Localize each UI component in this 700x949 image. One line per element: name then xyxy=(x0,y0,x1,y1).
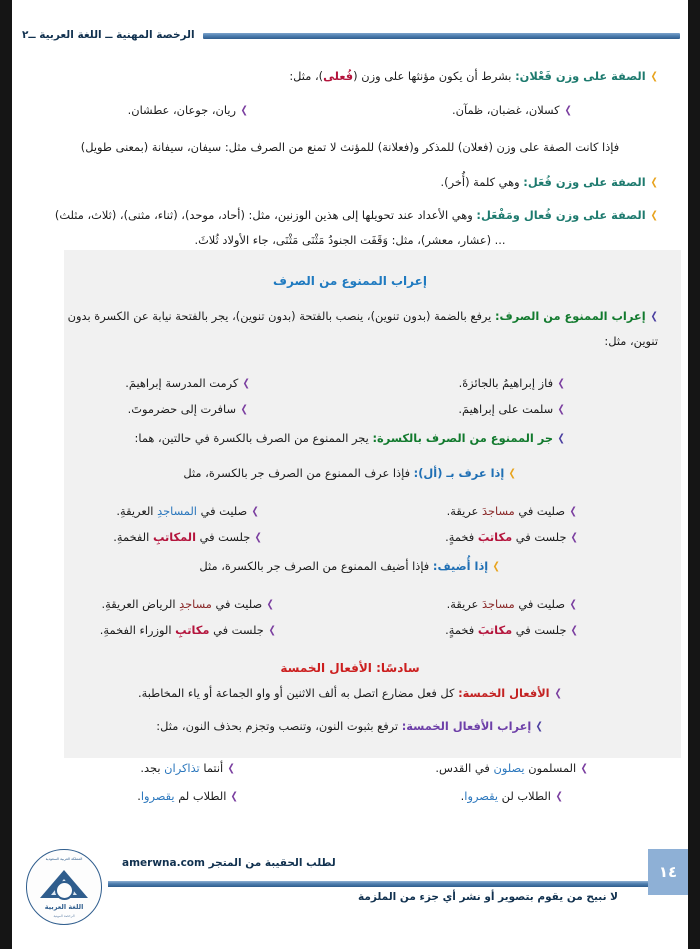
section-jar-bilkasra xyxy=(26,430,674,447)
example-text: بجد. xyxy=(140,761,165,776)
chevron-bullet-icon: ❯ xyxy=(231,791,239,803)
example-text: المسلمون xyxy=(524,761,577,776)
section-iraab-af3al-khamsa xyxy=(26,718,674,735)
chevron-bullet-icon: ❯ xyxy=(569,505,577,517)
example-cell xyxy=(350,376,674,390)
example-text: عريقة. xyxy=(446,597,482,612)
example-cell xyxy=(26,530,350,544)
example-row xyxy=(26,103,674,117)
publisher-logo xyxy=(26,849,102,925)
section-iraab xyxy=(12,308,674,325)
example-text: الوزراء الفخمةِ. xyxy=(99,623,176,638)
section-fu3aal-body: وهي الأعداد عند تحويلها إلى هذين الوزنين، مثل: (أحاد، موحد)، (ثناء، مثنى)، (ثلاث، مثلث) xyxy=(54,208,477,223)
chevron-bullet-icon: ❯ xyxy=(555,791,563,803)
example-row xyxy=(26,789,674,803)
chevron-bullet-icon: ❯ xyxy=(557,403,565,415)
example-text: العريقةِ. xyxy=(116,503,158,518)
example-row xyxy=(26,504,674,518)
rule-paragraph-fa3laan: فإذا كانت الصفة على وزن (فعلان) للمذكر و(فعلانة) للمؤنث لا تمنع من الصرف مثل: سيفان، سيفانة (بمعنى طويل) xyxy=(80,140,620,155)
logo-ring xyxy=(55,881,74,900)
example-cell xyxy=(350,623,674,637)
chevron-bullet-icon: ❯ xyxy=(242,377,251,389)
example-text: الفخمةِ. xyxy=(113,529,153,544)
document-content xyxy=(26,68,674,829)
example-highlight: مكاتبَ xyxy=(477,623,513,638)
example-text: صليت في xyxy=(514,503,565,518)
example-row xyxy=(26,530,674,544)
footer-copyright-notice: لا نبيح من يقوم بتصوير أو نشر أي جزء من الملزمة xyxy=(357,891,618,903)
section-itha-udeefa-label: إذا أُضيف: xyxy=(432,558,489,573)
example-highlight: المساجدِ xyxy=(157,503,197,518)
page-right-margin xyxy=(688,0,700,949)
section-fu3aal-label: الصفة على وزن فُعال ومَفْعَل: xyxy=(476,208,646,223)
footer-store-text: لطلب الحقيبة من المتجر xyxy=(208,857,336,869)
section-itha-3urrifa xyxy=(26,465,674,482)
example-text: . xyxy=(460,789,465,804)
example-text: . xyxy=(137,789,141,804)
chevron-bullet-icon: ❯ xyxy=(571,625,579,637)
example-cell xyxy=(350,597,674,611)
example-text: صليت في xyxy=(211,597,263,612)
example-text: ريان، جوعان، عطشان. xyxy=(127,103,237,118)
example-cell xyxy=(350,789,674,803)
section-fu3al xyxy=(12,174,674,191)
example-cell xyxy=(26,789,350,803)
chevron-bullet-icon: ❯ xyxy=(650,177,658,189)
example-text: فخمةٍ. xyxy=(445,623,478,638)
example-cell xyxy=(350,761,674,775)
header-title: الرخصة المهنية ــ اللغة العربية ــ٢ xyxy=(22,29,195,41)
example-row xyxy=(26,402,674,416)
example-text: جلست في xyxy=(209,623,264,638)
example-text: صليت في xyxy=(196,503,248,518)
example-text: الطلاب لن xyxy=(498,789,551,804)
chevron-bullet-icon: ❯ xyxy=(554,688,562,700)
chevron-bullet-icon: ❯ xyxy=(650,71,658,82)
example-highlight: يقصروا xyxy=(140,789,175,804)
example-text: الرياض العريقةِ. xyxy=(101,597,180,612)
example-cell xyxy=(350,103,674,117)
example-text: كرمت المدرسة إبراهيمَ. xyxy=(125,375,239,390)
example-text: سافرت إلى حضرموتَ. xyxy=(127,401,236,416)
example-text: جلست في xyxy=(196,529,251,544)
example-highlight: مكاتبِ xyxy=(175,623,210,638)
logo-name-text: اللغة العربية xyxy=(44,902,84,911)
logo-bottom-text: الرخصة المهنية xyxy=(53,914,75,918)
example-highlight: مساجدِ xyxy=(179,597,212,612)
example-cell xyxy=(26,761,350,775)
chevron-bullet-icon: ❯ xyxy=(580,763,588,775)
example-cell xyxy=(26,103,350,117)
section-iraab-body: يرفع بالضمة (بدون تنوين)، ينصب بالفتحة (بدون تنوين)، يجر بالفتحة نيابة عن الكسرة بدون xyxy=(67,308,495,323)
header-rule-bar xyxy=(203,33,680,39)
chevron-bullet-icon: ❯ xyxy=(650,210,658,222)
example-text: أنتما xyxy=(199,761,224,776)
example-cell xyxy=(26,504,350,518)
chevron-bullet-icon: ❯ xyxy=(251,505,259,517)
example-cell xyxy=(350,504,674,518)
logo-mark-icon xyxy=(38,868,90,902)
footer-store-url[interactable]: amerwna.com xyxy=(122,857,205,869)
example-row xyxy=(26,623,674,637)
section-fu3aal-line2: ... (عشار، معشر)، مثل: وَقَفَت الجنودُ مَثْنَى مَثْنَى، جاء الأولاد ثُلاثَ. xyxy=(194,233,506,248)
example-text: فاز إبراهيمُ بالجائزةَ. xyxy=(458,375,554,390)
section-fa3laan-body: بشرط أن يكون مؤنثها على وزن ( xyxy=(353,69,516,83)
section-af3al-khamsa xyxy=(26,685,674,702)
chevron-bullet-icon: ❯ xyxy=(254,531,263,543)
example-highlight: مساجدَ xyxy=(481,503,515,518)
page-left-margin xyxy=(0,0,12,949)
page-number-badge: ١٤ xyxy=(648,849,688,895)
section-fa3laan-label: الصفة على وزن فَعْلان: xyxy=(515,69,646,83)
section-jar-label: جر الممنوع من الصرف بالكسرة: xyxy=(372,430,554,445)
document-page xyxy=(12,0,688,949)
example-cell xyxy=(26,402,350,416)
section-af3al-khamsa-body: كل فعل مضارع اتصل به ألف الاثنين أو واو الجماعة أو ياء المخاطبة. xyxy=(138,686,459,701)
example-highlight: يقصروا xyxy=(464,789,499,804)
example-cell xyxy=(26,597,350,611)
section-iraab-line2: تنوين، مثل: xyxy=(604,333,658,348)
section-itha-udeefa xyxy=(26,558,674,575)
footer-store-line xyxy=(122,857,336,869)
section-itha-3urrifa-label: إذا عرف بـ (أل): xyxy=(413,465,505,480)
section-fu3al-label: الصفة على وزن فُعَل: xyxy=(523,175,646,190)
chevron-bullet-icon: ❯ xyxy=(240,403,248,415)
example-text: فخمةٍ. xyxy=(445,529,478,544)
example-row xyxy=(26,597,674,611)
chevron-bullet-icon: ❯ xyxy=(227,763,235,775)
section-itha-udeefa-body: فإذا أضيف الممنوع من الصرف جر بالكسرة، مثل xyxy=(199,558,433,573)
example-text: جلست في xyxy=(512,529,567,544)
chevron-bullet-icon: ❯ xyxy=(535,721,544,733)
chevron-bullet-icon: ❯ xyxy=(571,531,579,543)
chevron-bullet-icon: ❯ xyxy=(508,467,516,479)
chevron-bullet-icon: ❯ xyxy=(492,560,500,572)
chevron-bullet-icon: ❯ xyxy=(557,432,565,444)
chevron-bullet-icon: ❯ xyxy=(650,310,658,322)
chevron-bullet-icon: ❯ xyxy=(268,625,276,637)
example-text: الطلاب لم xyxy=(174,789,227,804)
chevron-bullet-icon: ❯ xyxy=(564,105,572,117)
section-fa3laan-body2: )، مثل: xyxy=(289,69,324,83)
heading-iraab-mamnoo3: إعراب الممنوع من الصرف xyxy=(273,273,427,288)
example-cell xyxy=(350,402,674,416)
section-iraab-af3al-body: ترفع بثبوت النون، وتنصب وتجزم بحذف النون، مثل: xyxy=(156,719,402,734)
example-highlight: يصلون xyxy=(493,761,525,776)
section-fa3laan xyxy=(12,68,674,85)
example-text: في القدس. xyxy=(435,761,494,776)
section-fu3aal xyxy=(12,207,674,224)
heading-sixth-af3al-khamsa: سادسًا: الأفعال الخمسة xyxy=(280,661,420,676)
example-text: كسلان، غضبان، ظمآن. xyxy=(452,103,560,118)
example-row xyxy=(26,761,674,775)
section-af3al-khamsa-label: الأفعال الخمسة: xyxy=(458,686,550,701)
example-text: سلمت على إبراهيمَ. xyxy=(458,401,554,416)
footer-rule-bar xyxy=(108,881,652,887)
section-fa3laan-paren: فُعلى xyxy=(323,69,354,83)
chevron-bullet-icon: ❯ xyxy=(240,105,248,117)
page-header xyxy=(22,22,680,48)
chevron-bullet-icon: ❯ xyxy=(569,599,577,611)
chevron-bullet-icon: ❯ xyxy=(557,377,565,389)
section-jar-body: يجر الممنوع من الصرف بالكسرة في حالتين، هما: xyxy=(134,430,373,445)
example-highlight: تذاكران xyxy=(164,761,200,776)
example-text: عريقة. xyxy=(446,503,482,518)
example-highlight: المكاتبِ xyxy=(152,529,196,544)
example-highlight: مساجدَ xyxy=(481,597,515,612)
example-text: جلست في xyxy=(512,623,567,638)
section-fu3al-body: وهي كلمة (أُخر). xyxy=(440,175,524,190)
example-highlight: مكاتبَ xyxy=(477,529,513,544)
page-footer xyxy=(12,841,688,927)
section-iraab-label: إعراب الممنوع من الصرف: xyxy=(494,308,646,323)
example-text: صليت في xyxy=(514,597,565,612)
section-iraab-af3al-label: إعراب الأفعال الخمسة: xyxy=(401,719,532,734)
example-row xyxy=(26,376,674,390)
chevron-bullet-icon: ❯ xyxy=(266,599,274,611)
example-cell xyxy=(26,623,350,637)
logo-top-text: المملكة العربية السعودية xyxy=(45,857,83,861)
example-cell xyxy=(350,530,674,544)
section-itha-3urrifa-body: فإذا عرف الممنوع من الصرف جر بالكسرة، مثل xyxy=(183,465,414,480)
example-cell xyxy=(26,376,350,390)
